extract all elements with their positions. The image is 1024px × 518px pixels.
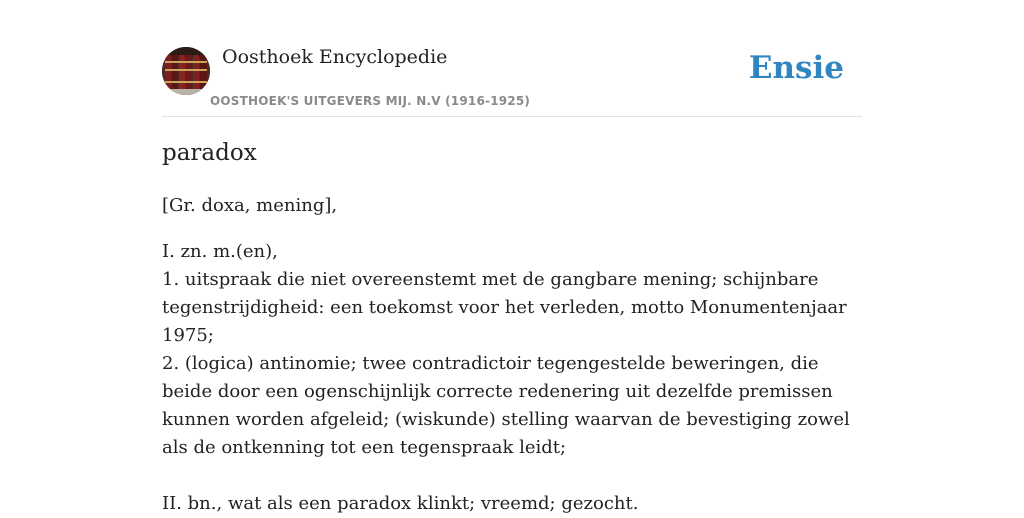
entry-definition bbox=[162, 192, 862, 518]
definition-line: 1. uitspraak die niet overeenstemt met de gangbare mening; schijnbare tegenstrijdigheid: een toekomst voor het verleden, motto Monumentenjaar 1975; bbox=[162, 269, 847, 346]
source-header bbox=[162, 44, 862, 117]
definition-sense-2: II. bn., wat als een paradox klinkt; vreemd; gezocht. bbox=[162, 493, 639, 514]
book-spines-icon bbox=[162, 47, 210, 95]
ensie-logo-link[interactable]: Ensie bbox=[748, 50, 844, 86]
source-subtitle: OOSTHOEK'S UITGEVERS MIJ. N.V (1916-1925) bbox=[210, 94, 531, 108]
entry-etymology: [Gr. doxa, mening], bbox=[162, 195, 338, 216]
source-title[interactable]: Oosthoek Encyclopedie bbox=[222, 46, 448, 68]
definition-line: I. zn. m.(en), bbox=[162, 241, 278, 262]
spacer bbox=[162, 462, 862, 490]
definition-line: 2. (logica) antinomie; twee contradictoir tegengestelde beweringen, die beide door een ogenschijnlijk correcte redenering uit dezelfde premissen kunnen worden afgeleid; (wiskunde) stelling waarvan de bevestiging zowel als de ontkenning tot een tegenspraak leidt; bbox=[162, 353, 850, 458]
entry-term: paradox bbox=[162, 140, 257, 166]
source-avatar[interactable] bbox=[162, 47, 210, 95]
